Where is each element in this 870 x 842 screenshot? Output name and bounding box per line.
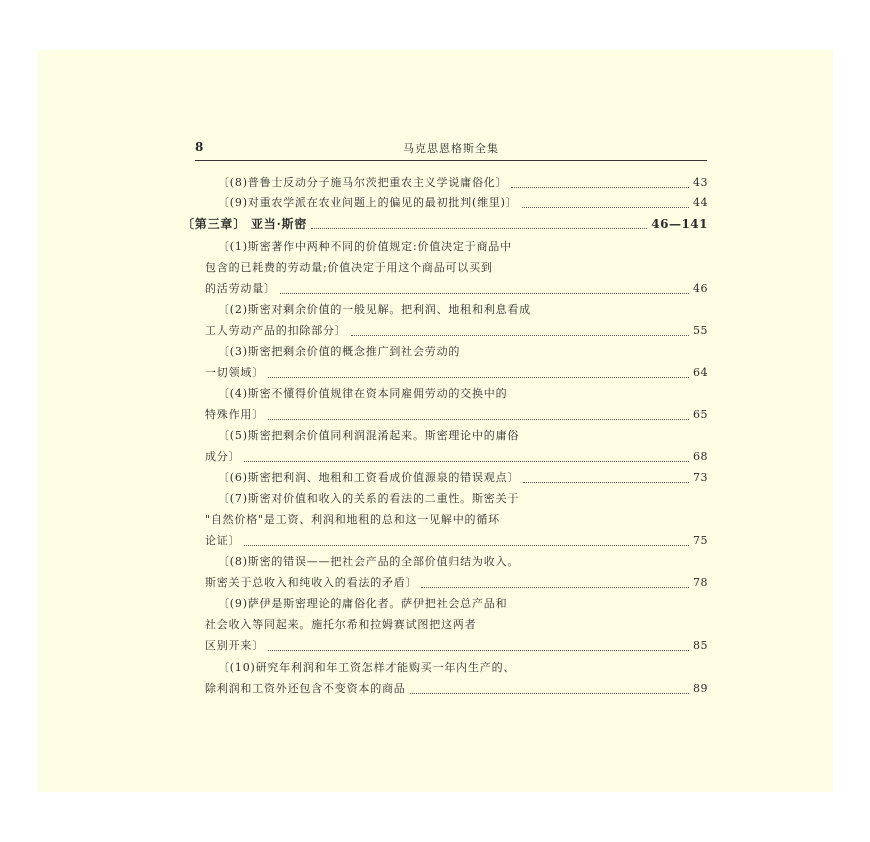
toc-entry-continued — [205, 261, 493, 275]
toc-entry — [218, 555, 519, 569]
toc-leader — [244, 537, 689, 546]
toc-leader — [410, 685, 689, 694]
toc-entry-text: 〔(4)斯密不懂得价值规律在资本同雇佣劳动的交换中的 — [218, 387, 508, 400]
toc-entry-text: 成分〕 — [205, 450, 241, 463]
toc-leader — [511, 179, 689, 188]
toc-entry — [218, 661, 515, 675]
toc-leader — [421, 579, 689, 588]
toc-entry-text: 〔(3)斯密把剩余价值的概念推广到社会劳动的 — [218, 345, 461, 358]
toc-entry-text: 〔(6)斯密把利润、地租和工资看成价值源泉的错误观点〕 — [218, 471, 520, 484]
toc-entry — [218, 429, 519, 443]
toc-entry-continued — [205, 450, 708, 464]
toc-entry-continued — [205, 366, 708, 380]
toc-entry-page: 75 — [693, 534, 708, 547]
toc-entry-text: 特殊作用〕 — [205, 408, 264, 421]
toc-entry — [218, 303, 531, 317]
toc-leader — [523, 474, 689, 483]
page-number: 8 — [195, 140, 204, 154]
toc-entry — [218, 597, 507, 611]
toc-entry-continued — [205, 576, 708, 590]
toc-entry-text: 一切领域〕 — [205, 366, 264, 379]
toc-entry-text: 斯密关于总收入和纯收入的看法的矛盾〕 — [205, 576, 418, 589]
toc-entry-text: 〔(7)斯密对价值和收入的关系的看法的二重性。斯密关于 — [218, 492, 520, 505]
toc-entry-text: 〔(9)萨伊是斯密理论的庸俗化者。萨伊把社会总产品和 — [218, 597, 508, 610]
toc-entry — [218, 196, 708, 210]
toc-entry-page: 64 — [693, 366, 708, 379]
toc-entry — [218, 176, 708, 190]
toc-entry — [218, 492, 519, 506]
toc-entry-continued — [205, 324, 708, 338]
toc-leader — [268, 642, 689, 651]
toc-entry-continued — [205, 682, 708, 696]
toc-entry-text: 〔(8)普鲁士反动分子施马尔茨把重农主义学说庸俗化〕 — [218, 176, 508, 189]
toc-entry-text: "自然价格"是工资、利润和地租的总和这一见解中的循环 — [205, 513, 500, 526]
toc-entry-page: 44 — [693, 196, 708, 209]
toc-entry-text: 〔(10)研究年利润和年工资怎样才能购买一年内生产的、 — [218, 661, 516, 674]
toc-leader — [311, 220, 647, 229]
toc-entry-continued — [205, 513, 500, 527]
toc-entry-text: 的活劳动量〕 — [205, 282, 276, 295]
toc-entry-continued — [205, 639, 708, 653]
toc-leader — [522, 199, 689, 208]
toc-entry — [218, 387, 507, 401]
toc-chapter-page: 46—141 — [651, 217, 708, 231]
toc-entry-page: 73 — [693, 471, 708, 484]
toc-entry-continued — [205, 282, 708, 296]
toc-entry-text: 区别开来〕 — [205, 639, 264, 652]
toc-entry-continued — [205, 408, 708, 422]
toc-entry-page: 85 — [693, 639, 708, 652]
toc-entry-text: 包含的已耗费的劳动量;价值决定于用这个商品可以买到 — [205, 261, 493, 274]
toc-entry-page: 65 — [693, 408, 708, 421]
toc-entry-text: 〔(9)对重农学派在农业问题上的偏见的最初批判(维里)〕 — [218, 196, 518, 209]
toc-chapter — [182, 217, 708, 231]
toc-entry-text: 〔(2)斯密对剩余价值的一般见解。把利润、地租和利息看成 — [218, 303, 531, 316]
toc-entry-text: 〔(8)斯密的错误——把社会产品的全部价值归结为收入。 — [218, 555, 520, 568]
toc-entry-page: 46 — [693, 282, 708, 295]
toc-entry-text: 除利润和工资外还包含不变资本的商品 — [205, 682, 406, 695]
toc-entry-text: 工人劳动产品的扣除部分〕 — [205, 324, 347, 337]
toc-entry-page: 78 — [693, 576, 708, 589]
toc-entry-page: 55 — [693, 324, 708, 337]
toc-leader — [351, 327, 689, 336]
toc-entry — [218, 345, 460, 359]
toc-entry-text: 社会收入等同起来。施托尔希和拉姆赛试图把这两者 — [205, 618, 477, 631]
toc-entry-text: 论证〕 — [205, 534, 241, 547]
toc-leader — [280, 285, 689, 294]
toc-chapter-text: 〔第三章〕 亚当·斯密 — [182, 217, 308, 231]
book-title: 马克思恩格斯全集 — [403, 142, 499, 155]
toc-leader — [244, 453, 689, 462]
toc-entry-continued — [205, 618, 476, 632]
toc-entry-text: 〔(1)斯密著作中两种不同的价值规定:价值决定于商品中 — [218, 240, 512, 253]
toc-entry-continued — [205, 534, 708, 548]
toc-entry-page: 43 — [693, 176, 708, 189]
toc-leader — [268, 369, 689, 378]
toc-entry-page: 68 — [693, 450, 708, 463]
toc-leader — [268, 411, 689, 420]
toc-entry — [218, 240, 512, 254]
toc-entry-text: 〔(5)斯密把剩余价值同利润混淆起来。斯密理论中的庸俗 — [218, 429, 520, 442]
toc-entry — [218, 471, 708, 485]
toc-entry-page: 89 — [693, 682, 708, 695]
